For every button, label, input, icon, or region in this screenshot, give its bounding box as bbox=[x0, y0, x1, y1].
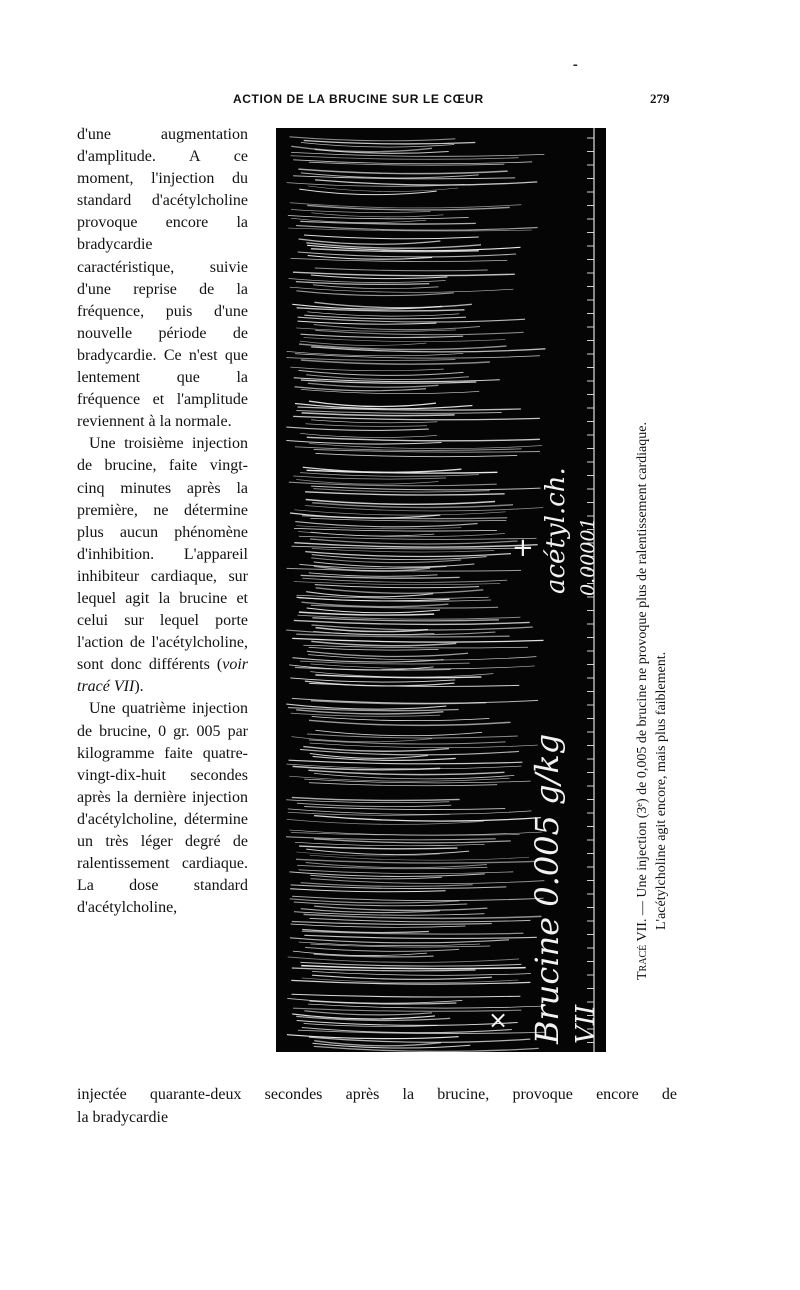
page-number: 279 bbox=[650, 91, 670, 106]
caption-line-1: — Une injection (3ᵉ) de 0,005 de brucine ne provoque plus de ralentissement cardiaque. bbox=[635, 422, 650, 919]
corner-mark: ⁃ bbox=[572, 58, 579, 73]
tracing-svg bbox=[276, 128, 606, 1052]
acetylcholine-annotation: acétyl.ch. bbox=[541, 467, 571, 594]
figure-caption bbox=[633, 160, 671, 980]
last-text-line: la bradycardie bbox=[77, 1109, 169, 1126]
paragraph-2-end: ). bbox=[134, 678, 144, 696]
running-header: ACTION DE LA BRUCINE SUR LE CŒUR bbox=[233, 92, 484, 106]
paragraph-3: Une quatrième injection de brucine, 0 gr. 005 par kilogramme faite quatre-vingt-dix-huit secondes après la dernière injection d'acétylcholine, détermine un très léger degré de ralentissement cardiaque. La dose standard d'acétylcholine, bbox=[77, 700, 248, 917]
acetylcholine-dose-annotation: 0.00001 bbox=[577, 517, 599, 596]
body-text-column bbox=[77, 124, 248, 919]
figure-roman-label: VII bbox=[571, 1004, 601, 1044]
injection-plus-mark: + bbox=[512, 533, 534, 563]
injection-cross-mark: × bbox=[488, 1006, 509, 1034]
brucine-annotation: Brucine 0.005 g/kg bbox=[528, 733, 566, 1044]
paragraph-2 bbox=[77, 433, 248, 698]
paragraph-2-text: Une troisième injection de brucine, faite vingt-cinq minutes après la première, ne détermine plus aucun phénomène d'inhibition. L'appareil inhibiteur cardiaque, sur lequel agit la brucine et celui sur lequel porte l'action de l'acétylcholine, sont donc différents ( bbox=[77, 435, 248, 674]
paragraph-1: d'une augmentation d'amplitude. A ce moment, l'injection du standard d'acétylcholine provoque encore la bradycardie caractéristique, suivie d'une reprise de la fréquence, puis d'une nouvelle période de bradycardie. Ce n'est que lentement que la fréquence et l'amplitude reviennent à la normale. bbox=[77, 126, 248, 431]
caption-label: Tracé VII. bbox=[635, 918, 650, 980]
caption-line-2: L'acétylcholine agit encore, mais plus faiblement. bbox=[654, 651, 669, 930]
full-width-text-line: injectée quarante-deux secondes après la brucine, provoque encore de bbox=[77, 1086, 677, 1103]
kymograph-tracing-figure bbox=[276, 128, 606, 1052]
figure-reference: voir tracé VII bbox=[77, 656, 248, 696]
